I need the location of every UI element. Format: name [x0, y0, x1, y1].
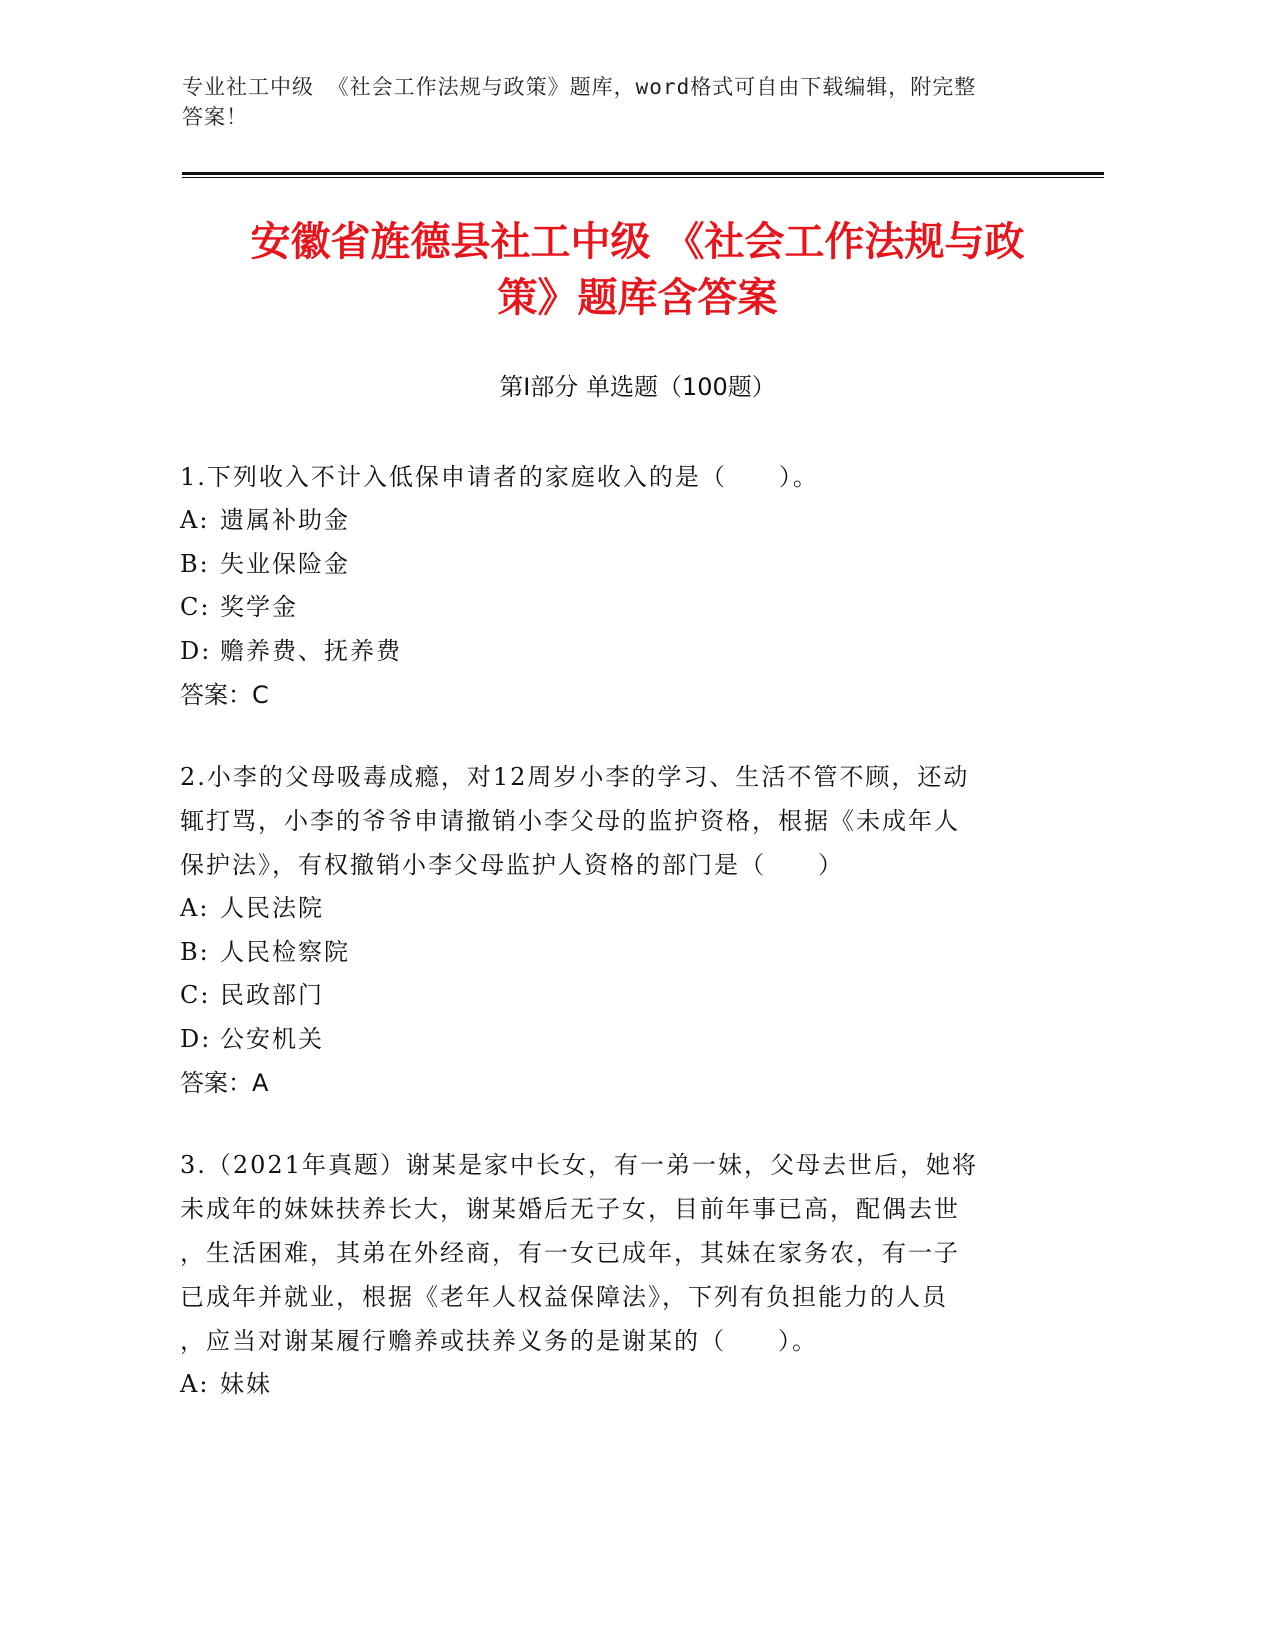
- header-divider-thick: [182, 172, 1104, 175]
- question-2-option-d: [180, 1018, 1040, 1062]
- option-text: 民政部门: [220, 981, 324, 1009]
- question-1-option-c: [180, 586, 1040, 630]
- question-3-text-line-1: 3.（2021年真题）谢某是家中长女，有一弟一妹，父母去世后，她将: [180, 1151, 978, 1179]
- option-letter: A:: [180, 894, 210, 922]
- question-3: [180, 1143, 1040, 1407]
- question-2-text-line-1: 2.小李的父母吸毒成瘾，对12周岁小李的学习、生活不管不顾，还动: [180, 763, 970, 791]
- document-title: [160, 214, 1115, 326]
- question-2-text-line-2: 辄打骂，小李的爷爷申请撤销小李父母的监护资格，根据《未成年人: [180, 807, 960, 835]
- title-line-2: 策》题库含答案: [497, 275, 778, 321]
- option-text: 公安机关: [220, 1024, 324, 1053]
- question-3-option-a: [180, 1363, 1040, 1407]
- option-text: 遗属补助金: [220, 506, 350, 534]
- question-1: [180, 455, 1040, 717]
- question-list: [180, 455, 1040, 1445]
- question-2-option-a: [180, 887, 1040, 931]
- question-2-text-line-3: 保护法》，有权撤销小李父母监护人资格的部门是（ ）: [180, 851, 844, 879]
- question-1-option-b: [180, 543, 1040, 587]
- page-header: [182, 72, 1062, 132]
- section-heading: 第Ⅰ部分 单选题（100题）: [499, 373, 776, 401]
- option-text: 赡养费、抚养费: [220, 636, 402, 665]
- option-letter: C:: [180, 981, 211, 1009]
- question-3-text-line-5: ，应当对谢某履行赡养或扶养义务的是谢某的（ ）。: [180, 1327, 818, 1355]
- question-2-answer: 答案：A: [180, 1069, 269, 1097]
- question-1-answer: 答案：C: [180, 681, 269, 709]
- option-letter: D:: [180, 1024, 212, 1053]
- question-2: [180, 755, 1040, 1105]
- option-letter: D:: [180, 636, 212, 665]
- question-1-option-a: [180, 499, 1040, 543]
- option-text: 奖学金: [220, 593, 298, 621]
- option-letter: A:: [180, 1370, 210, 1398]
- question-3-text-line-4: 已成年并就业，根据《老年人权益保障法》，下列有负担能力的人员: [180, 1283, 948, 1311]
- question-3-text-line-2: 未成年的妹妹扶养长大，谢某婚后无子女，目前年事已高，配偶去世: [180, 1195, 960, 1223]
- header-line-2: 答案！: [182, 105, 248, 129]
- option-text: 失业保险金: [220, 549, 350, 578]
- question-2-option-c: [180, 974, 1040, 1018]
- question-2-option-b: [180, 931, 1040, 975]
- question-1-option-d: [180, 630, 1040, 674]
- title-line-1: 安徽省旌德县社工中级 《社会工作法规与政: [250, 219, 1025, 265]
- header-line-1: 专业社工中级 《社会工作法规与政策》题库，word格式可自由下载编辑，附完整: [182, 75, 977, 99]
- option-text: 人民检察院: [220, 937, 350, 966]
- option-letter: C:: [180, 593, 211, 621]
- header-divider-thin: [182, 177, 1104, 178]
- option-letter: B:: [180, 549, 210, 578]
- question-1-text: 1.下列收入不计入低保申请者的家庭收入的是（ ）。: [180, 463, 819, 491]
- question-3-text-line-3: ，生活困难，其弟在外经商，有一女已成年，其妹在家务农，有一子: [180, 1239, 960, 1267]
- option-letter: B:: [180, 937, 210, 966]
- option-text: 人民法院: [220, 894, 324, 922]
- option-letter: A:: [180, 506, 210, 534]
- option-text: 妹妹: [220, 1370, 272, 1398]
